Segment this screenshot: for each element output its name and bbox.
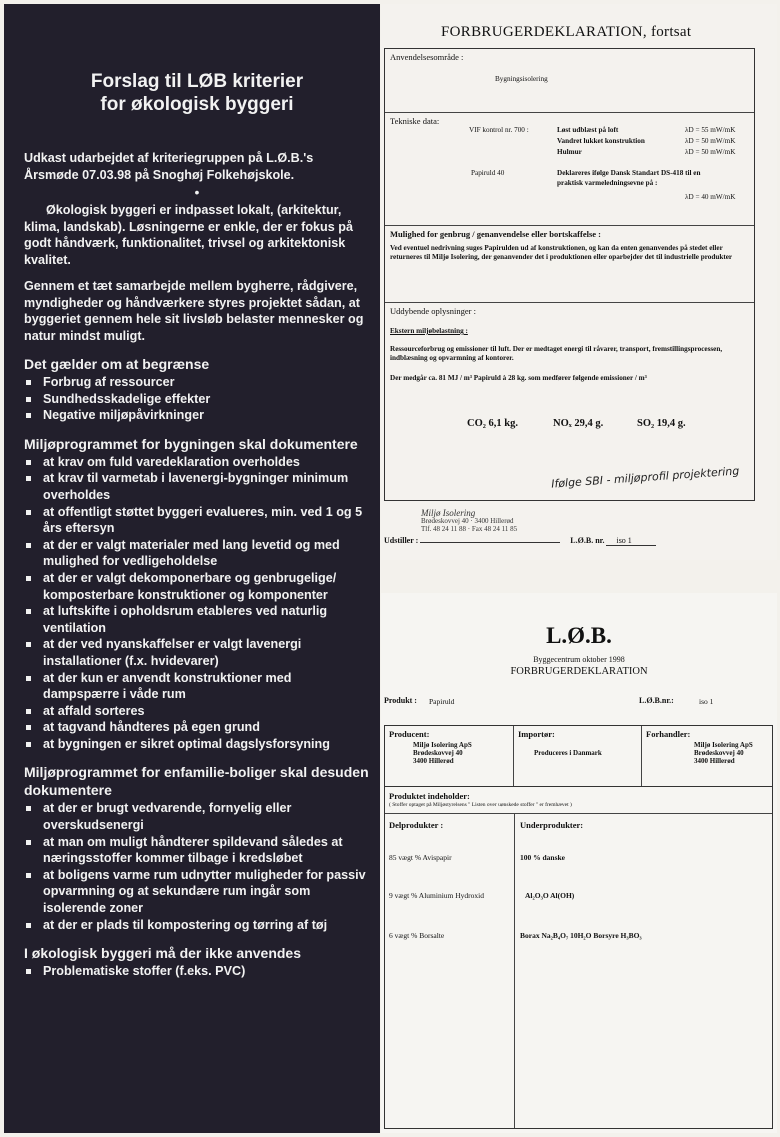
importor-cell: Importør: Produceres i Danmark bbox=[514, 726, 642, 786]
table-row: 85 vægt % Avispapir bbox=[389, 853, 452, 862]
section-heading-forbidden: I økologisk byggeri må der ikke anvendes bbox=[24, 945, 301, 962]
co2-value: CO₂ 6,1 kg. bbox=[467, 418, 518, 429]
forhandler-cell: Forhandler: Miljø Isolering ApS Brødeskovvej 40 3400 Hillerød bbox=[646, 729, 753, 765]
list-item: Sundhedsskadelige effekter bbox=[24, 391, 370, 408]
list-item: Problematiske stoffer (f.eks. PVC) bbox=[24, 963, 370, 980]
company-stamp: Miljø Isolering Brødeskovvej 40 · 3400 Hillerød Tlf. 48 24 11 88 · Fax 48 24 11 85 bbox=[421, 508, 518, 533]
consumer-declaration bbox=[381, 593, 777, 1133]
product-value: Papiruld bbox=[429, 697, 455, 706]
list-item: at man om muligt håndterer spildevand således at næringsstoffer kommer tilbage i kredsløbet bbox=[24, 834, 370, 867]
table-row: 100 % danske bbox=[520, 853, 566, 862]
product-label: Produkt : bbox=[384, 696, 417, 705]
exhibitor-line: Udstiller : L.Ø.B. nr. iso 1 bbox=[384, 536, 656, 546]
table-row: 6 vægt % Borsalte bbox=[389, 931, 445, 940]
list-item: at der er valgt dekomponerbare og genbrugelige/ komposterbare konstruktioner og komponenter bbox=[24, 570, 370, 603]
list-limit bbox=[24, 374, 370, 424]
list-item: at der er plads til kompostering og tørring af tøj bbox=[24, 917, 370, 934]
parties-table bbox=[384, 725, 773, 787]
list-item: at krav til varmetab i lavenergi-bygninger minimum overholdes bbox=[24, 470, 370, 503]
table-row: Al₂O₃O Al(OH) bbox=[525, 891, 575, 900]
doc-heading: FORBRUGERDEKLARATION bbox=[510, 666, 648, 677]
list-building bbox=[24, 454, 370, 753]
paragraph-cooperation: Gennem et tæt samarbejde mellem bygherre, rådgivere, myndigheder og håndværkere styres projektet sådan, at byggeriet gennem hele sit livsløb belaster mennesker og natur mindst muligt. bbox=[24, 279, 364, 343]
criteria-panel bbox=[4, 4, 380, 1133]
list-forbidden bbox=[24, 963, 370, 980]
table-row: 9 vægt % Aluminium Hydroxid bbox=[389, 891, 485, 900]
section-recycling: Mulighed for genbrug / genanvendelse eller bortskaffelse : Ved eventuel nedrivning suges Papirulden ud af konstruktionen, og kan da enten genanvendes på stedet eller returneres til Miljø Isolering, der genanvender det i produktionen eller oparbejder det til industrielle produkter bbox=[385, 226, 754, 303]
doc-title: L.Ø.B. bbox=[546, 623, 612, 648]
list-item: at boligens varme rum udnytter muligheder for passiv opvarmning og at sekundære rum ingår som isolerende zoner bbox=[24, 867, 370, 917]
declaration-continued bbox=[381, 4, 777, 560]
panel-title: Forslag til LØB kriterier for økologisk byggeri bbox=[90, 71, 304, 115]
list-item: at der er valgt materialer med lang levetid og med mulighed for vedligeholdelse bbox=[24, 537, 370, 570]
list-item: at der kun er anvendt konstruktioner med dampspærre i våde rum bbox=[24, 670, 370, 703]
lob-number-value: iso 1 bbox=[699, 697, 714, 706]
doc-header: FORBRUGERDEKLARATION, fortsat bbox=[441, 24, 692, 40]
section-technical: Tekniske data: VIF kontrol nr. 700 : Løst udblæst på loft Vandret lukket konstruktion Hulmur λD = 55 mW/mK λD = 50 mW/mK λD = 50 mW/mK Papiruld 40 Deklareres ifølge Dansk Standart DS-418 til en praktisk varmeledningsevne på : λD = 40 mW/mK bbox=[385, 113, 754, 226]
list-item: at affald sorteres bbox=[24, 703, 370, 720]
section-heading-building: Miljøprogrammet for bygningen skal dokumentere bbox=[24, 435, 358, 452]
section-heading-family: Miljøprogrammet for enfamilie-boliger skal desuden dokumentere bbox=[24, 764, 369, 799]
so2-value: SO₂ 19,4 g. bbox=[637, 418, 686, 429]
section-heading-limit: Det gælder om at begrænse bbox=[24, 356, 210, 372]
list-item: at offentligt støttet byggeri evalueres, min. ved 1 og 5 års eftersyn bbox=[24, 504, 370, 537]
list-item: Forbrug af ressourcer bbox=[24, 374, 370, 391]
list-item: at tagvand håndteres på egen grund bbox=[24, 719, 370, 736]
producent-cell: Producent: Miljø Isolering ApS Brødeskovvej 40 3400 Hillerød bbox=[385, 726, 514, 786]
lob-number-label: L.Ø.B.nr.: bbox=[639, 696, 674, 705]
intro-text: Udkast udarbejdet af kriteriegruppen på L.Ø.B.'s Årsmøde 07.03.98 på Snoghøj Folkehøjskole. bbox=[24, 151, 314, 182]
doc-subtitle: Byggecentrum oktober 1998 bbox=[533, 655, 625, 664]
declaration-box bbox=[384, 48, 755, 501]
nox-value: NOₓ 29,4 g. bbox=[553, 418, 604, 429]
handwritten-note: Ifølge SBI - miljøprofil projektering bbox=[550, 464, 740, 491]
list-item: at der er brugt vedvarende, fornyelig eller overskudsenergi bbox=[24, 800, 370, 833]
list-family bbox=[24, 800, 370, 933]
table-row: Borax Na₂B₄O₇ 10H₂O Borsyre H₃BO₃ bbox=[520, 931, 642, 940]
list-item: at krav om fuld varedeklaration overholdes bbox=[24, 454, 370, 471]
list-item: Negative miljøpåvirkninger bbox=[24, 407, 370, 424]
list-item: at der ved nyanskaffelser er valgt lavenergi installationer (f.x. hvidevarer) bbox=[24, 636, 370, 669]
section-usage: Anvendelsesområde : Bygningsisolering bbox=[385, 49, 754, 113]
bullet-separator: • bbox=[194, 184, 200, 200]
section-details: Uddybende oplysninger : Ekstern miljøbelastning : Ressourceforbrug og emissioner til luft. Der er medtaget energi til råvarer, transport, fremstillingsprocessen, indblæsning og opvarmning af kontorer. Der medgår ca. 81 MJ / m³ Papiruld à 28 kg. som medfører følgende emissioner / m³ CO₂ 6,1 kg. NOₓ 29,4 g. SO₂ 19,4 g. bbox=[390, 306, 723, 429]
list-item: at luftskifte i opholdsrum etableres ved naturlig ventilation bbox=[24, 603, 370, 636]
paragraph-local: Økologisk byggeri er indpasset lokalt, (arkitektur, klima, landskab). Løsningerne er enkle, der er fokus på godt håndværk, funktionalitet, trivsel og arkitektonisk kvalitet. bbox=[24, 203, 353, 267]
contents-table: Produktet indeholder: ( Stoffer optaget på Miljøstyrelsens " Listen over uønskede stoffer " er fremhævet ) Delprodukter : Underprodukter: 85 vægt % Avispapir 100 % danske 9 vægt % Aluminium Hydroxid Al₂O₃O Al(OH) 6 vægt % Borsalte Borax Na₂B₄O₇ 10H₂O Borsyre H₃BO₃ bbox=[384, 786, 773, 1129]
list-item: at bygningen er sikret optimal dagslysforsyning bbox=[24, 736, 370, 753]
